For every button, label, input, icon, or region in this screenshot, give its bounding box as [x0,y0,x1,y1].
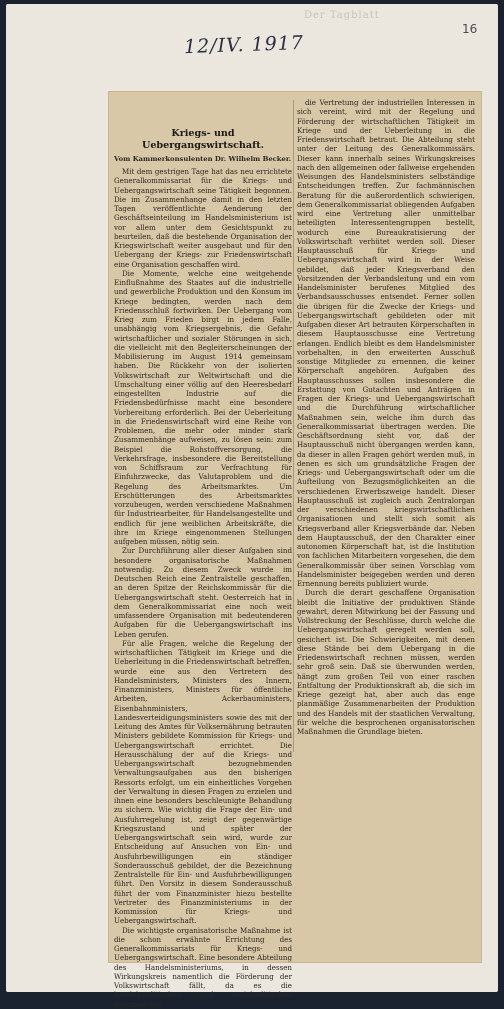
paragraph: Für alle Fragen, welche die Regelung der wirtschaftlichen Tätigkeit im Kriege und die Ueberleitung in die Friedenswirtschaft betreffen, wurde eine aus den Vertretern des Handelsministers, Ministers des Innern, Finanzministers, Ministers für öffentliche Arbeiten, Ackerbauministers, Eisenbahnministers, Landesverteidigungsministers sowie des mit der Leitung des Amtes für Volksernährung betrauten Ministers gebildete Kommission für Kriegs- und Uebergangswirtschaft errichtet. Die Herausschälung der auf die Kriegs- und Uebergangswirtschaft bezugnehmenden Verwaltungsaufgaben aus den bisherigen Ressorts erfolgt, um ein einheitliches Vorgehen der Verwaltung in diesen Fragen zu erzielen und ihnen eine besonders beschleunigte Behandlung zu sichern. Wie wichtig die Frage der Ein- und Ausfuhrregelung ist, zeigt der gegenwärtige Kriegszustand und später der Uebergangswirtschaft sein wird, wurde zur Entscheidung auf Ansuchen von Ein- und Ausfuhrbewilligungen ein ständiger Sonderausschuß gebildet, der die Bezeichnung Zentralstelle für Ein- und Ausfuhrbewilligungen führt. Den Vorsitz in diesem Sonderausschuß führt der vom Finanzminister hiezu bestellte Vertreter des Finanzministeriums in der Kommission für Kriegs- und Uebergangswirtschaft. [114,638,292,926]
page-number: 16 [462,22,478,36]
paragraph: Die wichtigste organisatorische Maßnahme ist die schon erwähnte Errichtung des Generalkommissariats für Kriegs- und Uebergangswirtschaft. Eine besondere Abteilung des Handelsministeriums, in dessen Wirkungskreis namentlich die Förderung der Volkswirtschaft fällt, da es die handelspolitischen und sozialpolitischen Agenden und [114,925,293,1009]
paragraph: Die Momente, welche eine weitgehende Einflußnahme des Staates auf die industrielle und gewerbliche Produktion und den Konsum im Kriege bedingten, werden nach dem Friedensschluß fortwirken. Der Uebergang vom Krieg zum Frieden birgt in jedem Falle, unabhängig vom Kriegsergebnis, die Gefahr wirtschaftlicher und sozialer Störungen in sich, die vielleicht mit den Begleiterscheinungen der Mobilisierung im August 1914 gemeinsam haben. Die Rückkehr von der isolierten Volkswirtschaft zur Weltwirtschaft und die Umschaltung einer völlig auf den Heeresbedarf eingestellten Industrie auf die Friedensbedürfnisse macht eine besondere Vorbereitung erforderlich. Bei der Ueberleitung in die Friedenswirtschaft wird eine Reihe von Problemen, die mehr oder minder stark Zusammenhänge aufweisen, zu lösen sein: zum Beispiel die Rohstoffversorgung, die Verkehrsfrage, insbesondere die Bereitstellung von Schiffsraum zur Verfrachtung für Einfuhrzwecke, das Valutaproblem und die Regelung des Arbeitsmarktes. Um Erschütterungen des Arbeitsmarktes vorzubeugen, werden verschiedene Maßnahmen für Industriearbeiter, für Handelsangestellte und endlich für jene weiblichen Arbeitskräfte, die ihre im Kriege eingenommenen Stellungen aufgeben müssen, nötig sein. [114,268,292,546]
article-headline: Kriegs- und Uebergangswirtschaft. [141,128,265,151]
paragraph: Zur Durchführung aller dieser Aufgaben sind besondere organisatorische Maßnahmen notwendig. Zu diesem Zweck wurde im Deutschen Reich eine Zentralstelle geschaffen, an deren Spitze der Reichskommissär für die Uebergangswirtschaft steht. Oesterreich hat in dem Generalkommissariat eine noch weit umfassendere Organisation mit bedeutenderen Aufgaben für die Uebergangswirtschaft ins Leben gerufen. [114,546,292,639]
column-divider [293,100,294,752]
paragraph: Mit dem gestrigen Tage hat das neu errichtete Generalkommissariat für die Kriegs- und Uebergangswirtschaft seine Tätigkeit begonnen. Die im Zusammenhange damit in den letzten Tagen veröffentlichte Aenderung der Geschäftseinteilung im Handelsministerium ist vor allem unter dem Gesichtspunkt zu beurteilen, daß die bestehende Organisation der Kriegswirtschaft weiter ausgebaut und für den Uebergang der Kriegs- zur Friedenswirtschaft eine Organisation geschaffen wird. [114,167,292,269]
left-column [114,98,293,1009]
article-byline: Vom Kammerkonsulenten Dr. Wilhelm Becker. [114,155,292,163]
paragraph: die Vertretung der industriellen Interessen in sich vereint, wird mit der Regelung und Förderung der wirtschaftlichen Tätigkeit im Kriege und der Ueberleitung in die Friedenswirtschaft betraut. Die Abteilung steht unter der Leitung des Generalkommissärs. Dieser kann innerhalb seines Wirkungskreises nach den allgemeinen oder fallweise ergehenden Weisungen des Handelsministers selbständige Entscheidungen treffen. Zur fachmännischen Beratung für die außerordentlich schwierigen, dem Generalkommissariat obliegenden Aufgaben wird eine Vertretung aller unmittelbar beteiligten Interessentengruppen bestellt, wodurch eine Bureaukratisierung der Volkswirtschaft verhütet werden soll. Dieser Hauptausschuß für Kriegs- und Uebergangswirtschaft wird in der Weise gebildet, daß jeder Kriegsverband den Vorsitzenden der Verbandsleitung und ein vom Handelsminister berufenes Mitglied des Verbandsausschusses entsendet. Ferner sollen die übrigen für die Zwecke der Kriegs- und Uebergangswirtschaft gebildeten oder mit Aufgaben dieser Art betrauten Körperschaften in diesem Hauptausschusse eine Vertretung erlangen. Endlich bleibt es dem Handelsminister vorbehalten, in den erweiterten Ausschuß sonstige Mitglieder zu ernennen, die keiner Körperschaft angehören. Aufgaben des Hauptausschusses sollen insbesondere die Erstattung von Gutachten und Anträgen in Fragen der Kriegs- und Uebergangswirtschaft und die Durchführung wirtschaftlicher Maßnahmen sein, welche ihm durch das Generalkommissariat übertragen werden. Die Geschäftsordnung sieht vor, daß der Hauptausschuß nicht übergangen werden kann, da dieser in allen Fragen gehört werden muß, in denen es sich um grundsätzliche Fragen der Kriegs- und Uebergangswirtschaft oder um die Aufteilung von Bezugsmöglichkeiten an die verschiedenen Erwerbszweige handelt. Dieser Hauptausschuß ist zugleich auch Zentralorgan der verschiedenen kriegswirtschaftlichen Organisationen und stellt sich somit als Kriegsverband aller Kriegsverbände dar. Neben dem Hauptausschuß, der den Charakter einer autonomen Körperschaft hat, ist die Institution von fachlichen Mitarbeitern vorgesehen, die dem Generalkommissär über seinen Vorschlag vom Handelsminister beigegeben werden und deren Ernennung bereits publiziert wurde. [297,98,475,588]
masthead-faint: Der Tagblatt [304,10,380,21]
paragraph: Durch die derart geschaffene Organisation bleibt die Initiative der produktiven Stände gewahrt, deren Mitwirkung bei der Fassung und Vollstreckung der Beschlüsse, durch welche die Uebergangswirtschaft geregelt werden soll, gesichert ist. Die Schwierigkeiten, mit denen diese Stände bei dem Uebergang in die Friedenswirtschaft rechnen müssen, werden sehr groß sein. Daß sie überwunden werden, hängt zum großen Teil von einer raschen Entfaltung der Produktionskraft ab, die sich im Kriege gezeigt hat, aber auch das enge planmäßige Zusammenarbeiten der Produktion und des Handels mit der staatlichen Verwaltung, für welche die besprochenen organisatorischen Maßnahmen die Grundlage bieten. [297,588,475,736]
newspaper-clipping [109,92,481,1009]
archive-sheet [6,4,498,1009]
handwritten-date: 12/IV. 1917 [183,31,305,59]
right-column [297,98,475,758]
